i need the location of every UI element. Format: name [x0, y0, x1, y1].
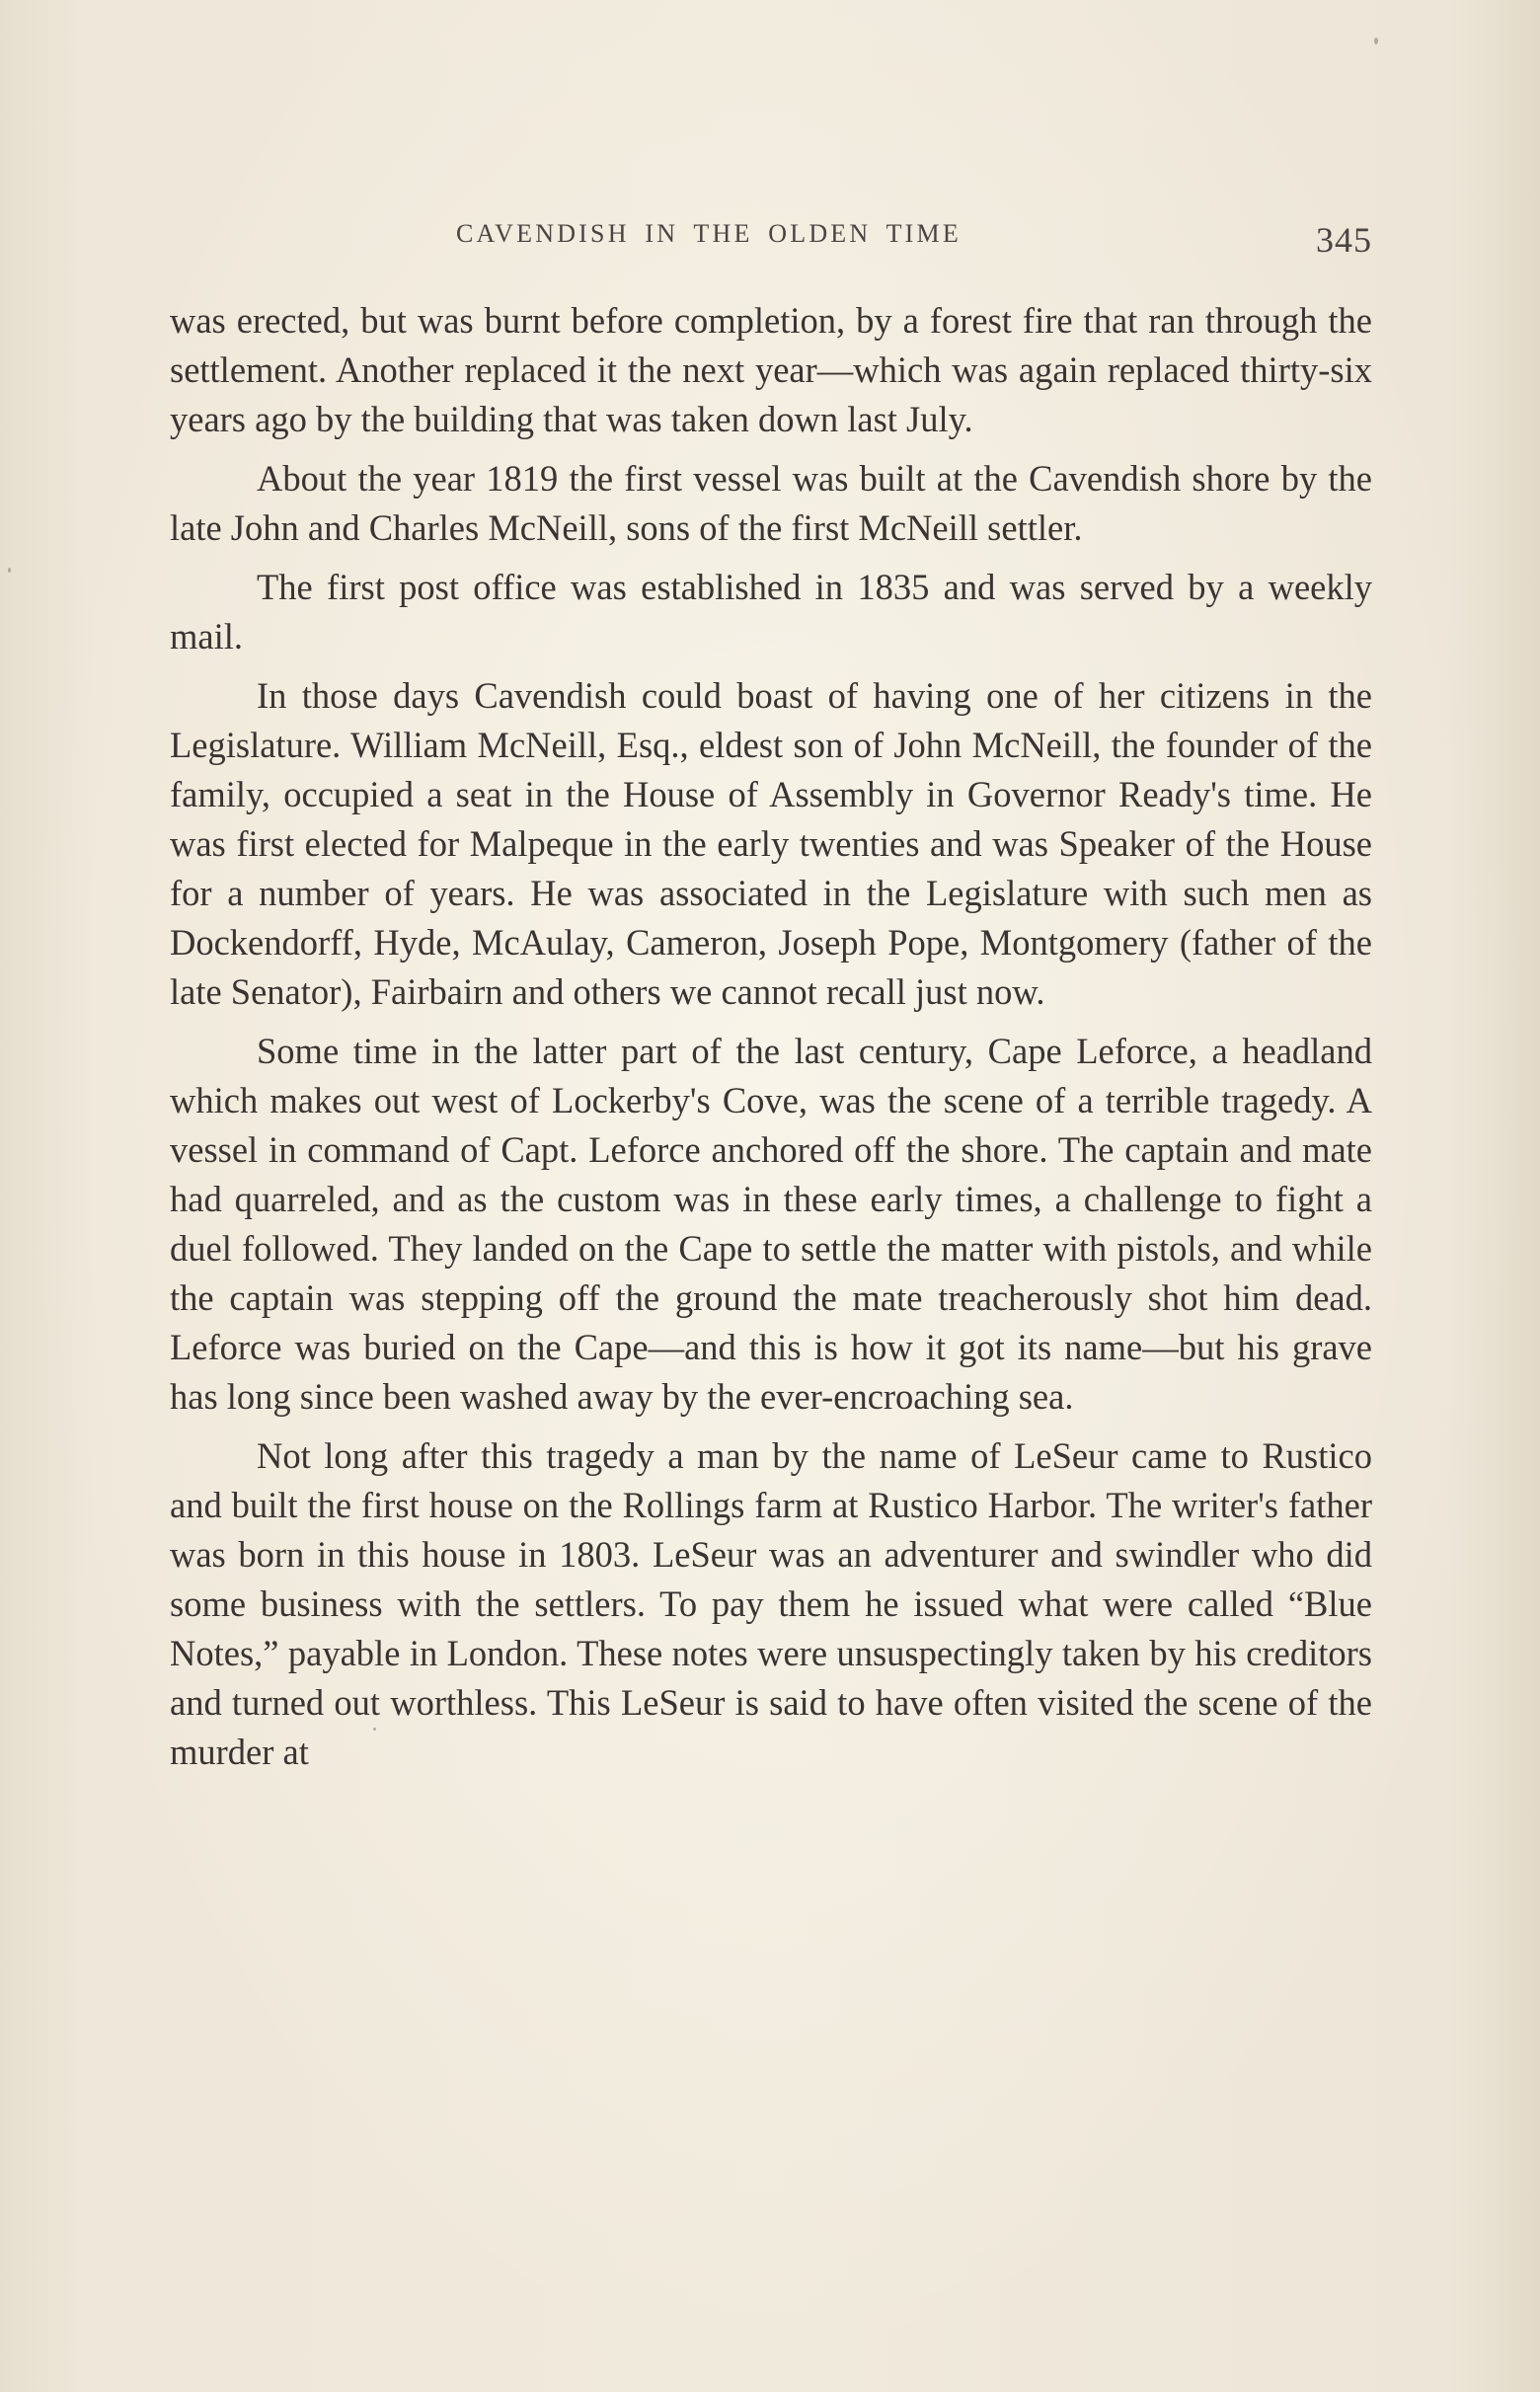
paragraph-post-office: The first post office was established in 1835 and was served by a weekly mail.	[170, 567, 1372, 656]
paragraph-continued: was erected, but was burnt before completion, by a forest fire that ran through the settlement. Another replaced it the next year—which was again replaced thirty-six years ago by the building that was taken down last July.	[170, 300, 1372, 439]
paragraph-legislature: In those days Cavendish could boast of having one of her citizens in the Legislature. William McNeill, Esq., eldest son of John McNeill, the founder of the family, occupied a seat in the House of Assembly in Governor Ready's time. He was first elected for Malpeque in the early twenties and was Speaker of the House for a number of years. He was associated in the Legislature with such men as Dockendorff, Hyde, McAulay, Cameron, Joseph Pope, Montgomery (father of the late Senator), Fairbairn and others we cannot recall just now.	[170, 675, 1372, 1012]
paper-speck	[373, 1728, 376, 1731]
paragraph-leseur: Not long after this tragedy a man by the name of LeSeur came to Rustico and built the first house on the Rollings farm at Rustico Harbor. The writer's father was born in this house in 1803. LeSeur was an adventurer and swindler who did some business with the settlers. To pay them he issued what were called “Blue Notes,” payable in London. These notes were unsuspectingly taken by his creditors and turned out worthless. This LeSeur is said to have often visited the scene of the murder at	[170, 1435, 1372, 1772]
running-title: CAVENDISH IN THE OLDEN TIME	[456, 219, 962, 248]
page-header	[170, 213, 1372, 263]
page-body	[170, 296, 1372, 1787]
page-number: 345	[1316, 220, 1372, 260]
paper-speck	[8, 568, 11, 573]
paragraph-cape-leforce: Some time in the latter part of the last century, Cape Leforce, a headland which makes out west of Lockerby's Cove, was the scene of a terrible tragedy. A vessel in command of Capt. Leforce anchored off the shore. The captain and mate had quarreled, and as the custom was in these early times, a challenge to fight a duel followed. They landed on the Cape to settle the matter with pistols, and while the captain was stepping off the ground the mate treacherously shot him dead. Leforce was buried on the Cape—and this is how it got its name—but his grave has long since been washed away by the ever-encroaching sea.	[170, 1031, 1372, 1417]
paper-speck	[1374, 38, 1378, 44]
paragraph-first-vessel: About the year 1819 the first vessel was built at the Cavendish shore by the late John and Charles McNeill, sons of the first McNeill settler.	[170, 458, 1372, 548]
